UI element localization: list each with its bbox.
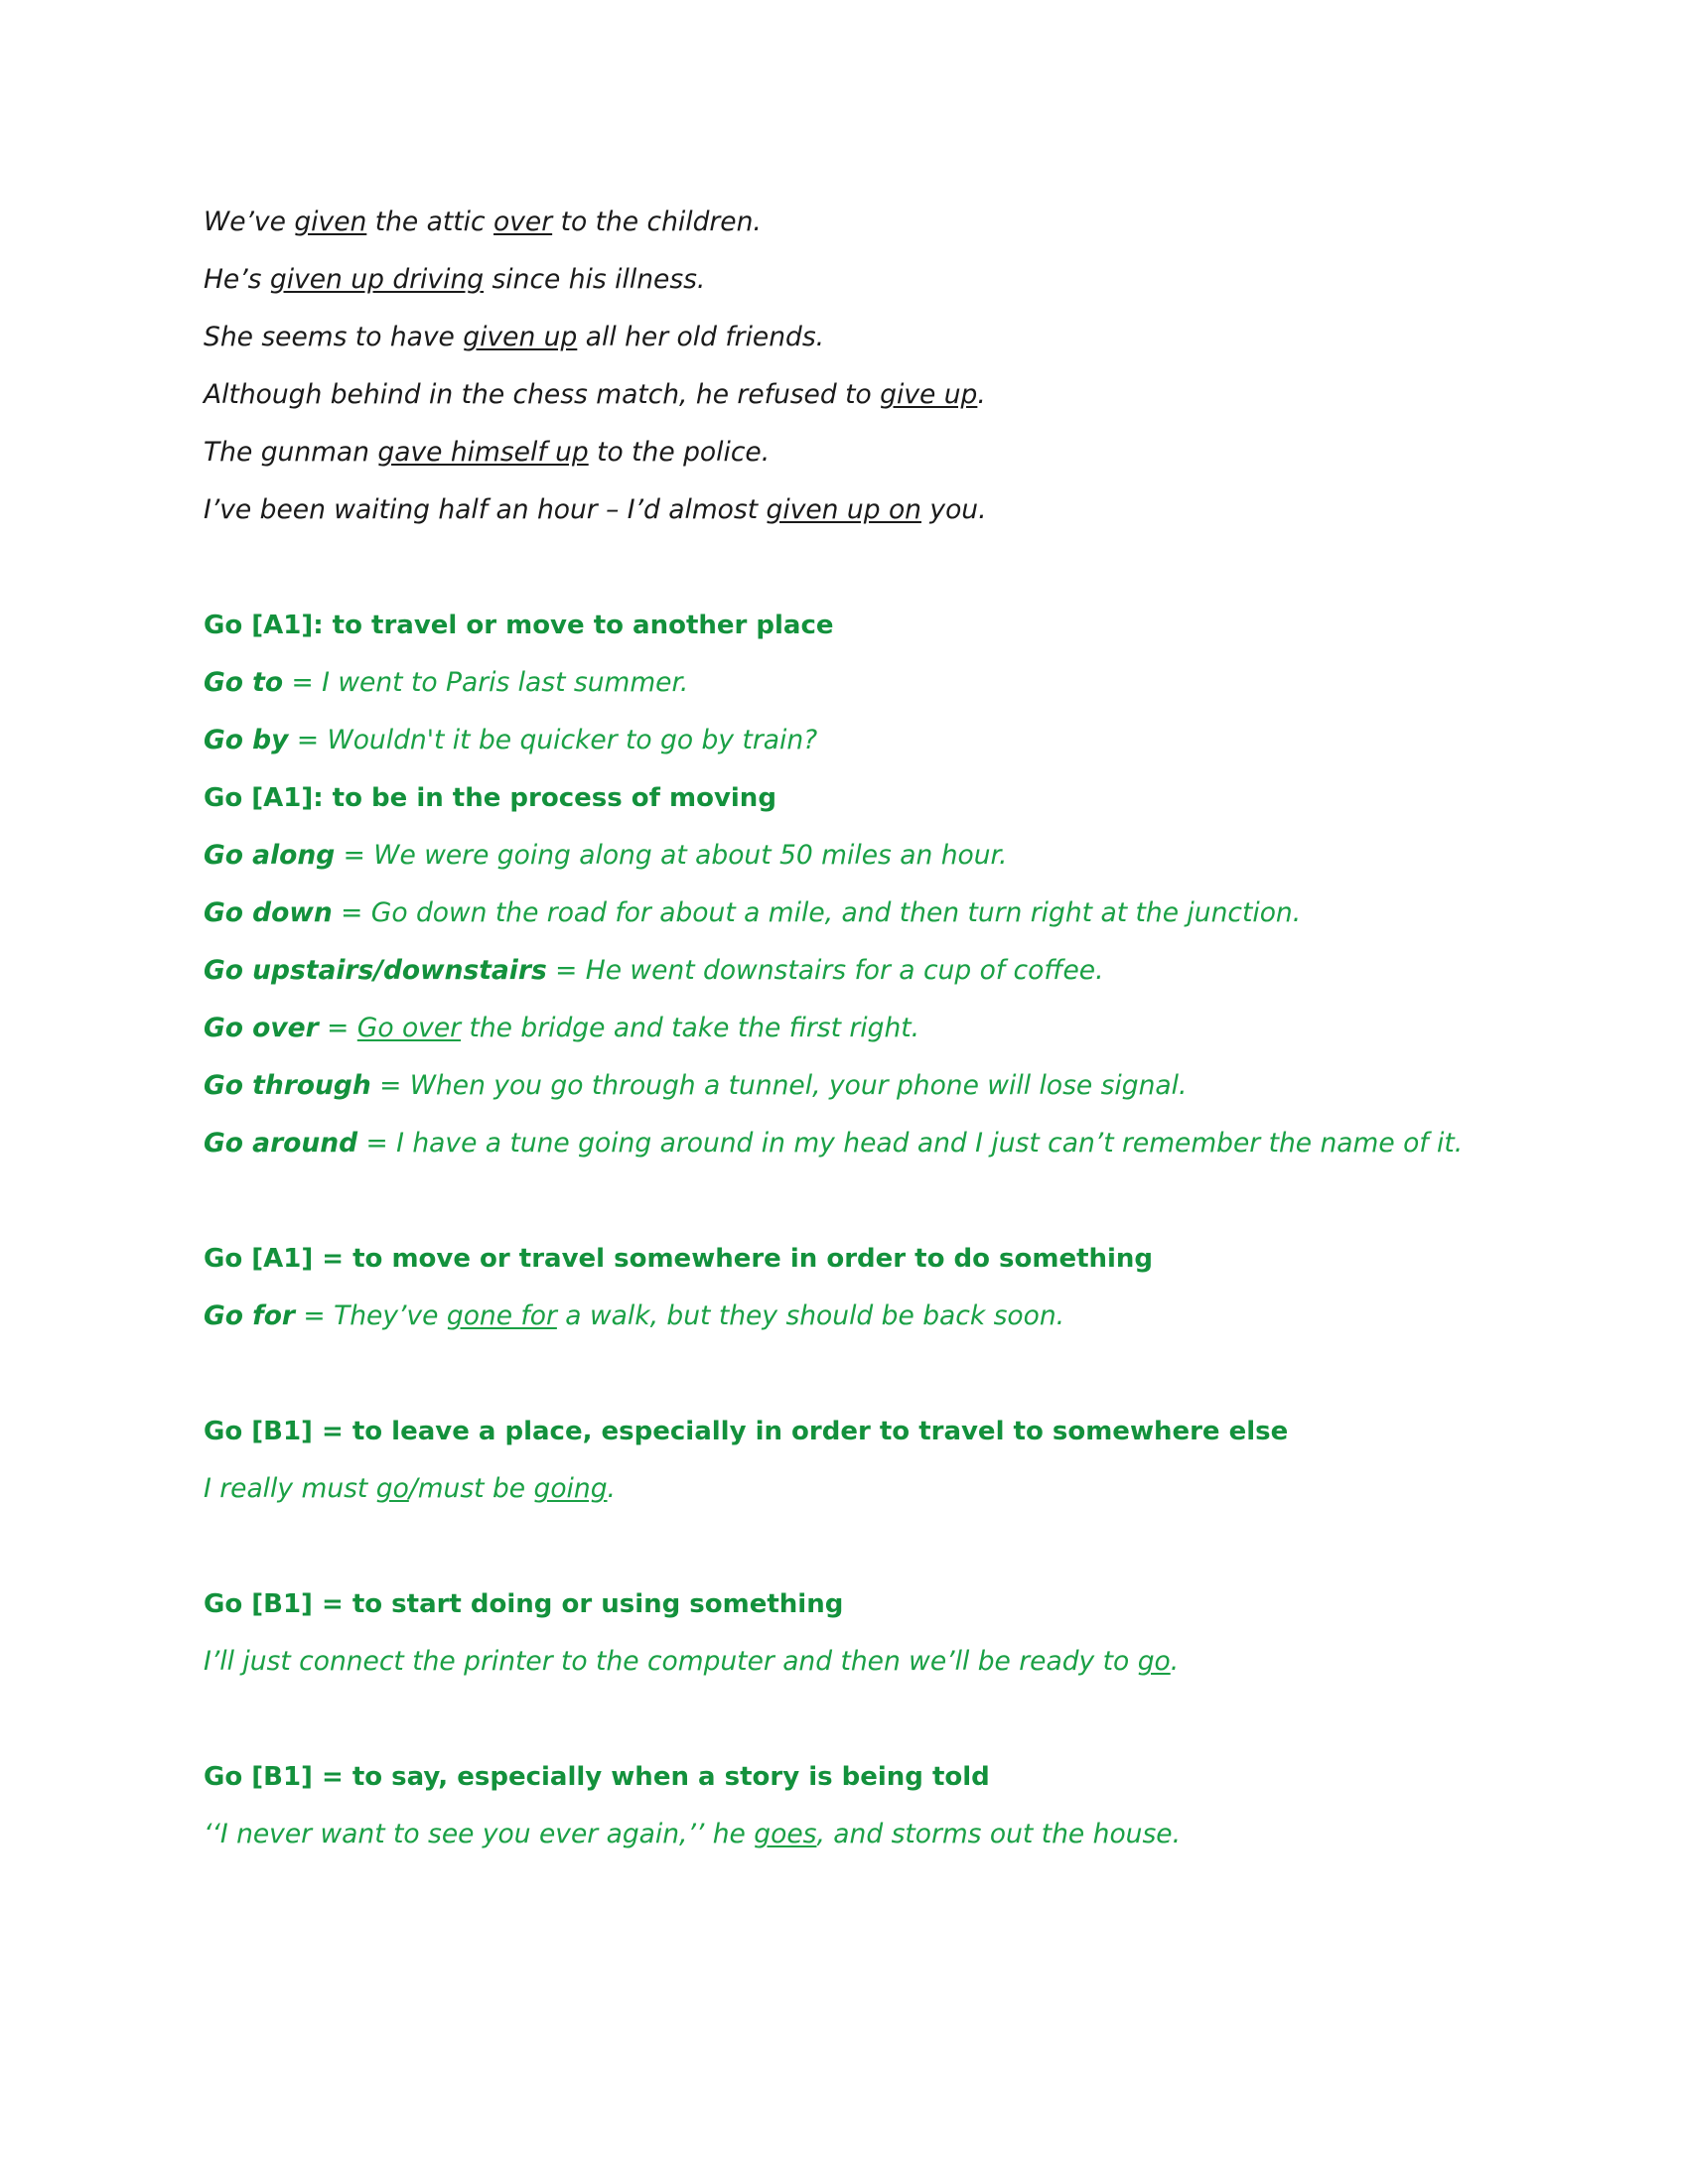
equals-sign: = — [318, 1013, 357, 1043]
entry-example: the bridge and take the first right. — [461, 1013, 920, 1043]
section-heading: Go [B1] = to leave a place, especially in order to travel to somewhere else — [204, 1417, 1289, 1446]
entry-example: . — [607, 1473, 616, 1504]
spacer — [204, 1691, 1479, 1748]
sentence-part: to the police. — [588, 437, 771, 468]
equals-sign: = — [332, 897, 371, 928]
spacer — [204, 1345, 1479, 1403]
underlined-phrase: go — [375, 1473, 409, 1504]
entry-example: They’ve — [334, 1300, 447, 1331]
section-heading: Go [B1] = to start doing or using something — [204, 1589, 844, 1619]
entry-example: I really must — [204, 1473, 376, 1504]
entry-term: Go over — [204, 1013, 319, 1043]
sentence-part: . — [977, 379, 986, 410]
section-heading: Go [A1]: to be in the process of moving — [204, 783, 776, 813]
equals-sign: = — [295, 1300, 335, 1331]
equals-sign: = — [283, 667, 323, 698]
entry-example: . — [1170, 1646, 1180, 1677]
entry-example: Wouldn't it be quicker to go by train? — [327, 725, 818, 755]
entry-term: Go through — [204, 1070, 371, 1101]
spacer — [204, 1518, 1479, 1575]
entry-example: , and storms out the house. — [816, 1819, 1181, 1849]
equals-sign: = — [335, 840, 374, 871]
entry-example: a walk, but they should be back soon. — [556, 1300, 1065, 1331]
spacer — [204, 539, 1479, 597]
entry-term: Go along — [204, 840, 336, 871]
underlined-phrase: given up — [463, 322, 578, 352]
entry-example: I’ll just connect the printer to the computer and then we’ll be ready to — [204, 1646, 1138, 1677]
sentence-part: The gunman — [204, 437, 378, 468]
underlined-phrase: given up on — [766, 494, 921, 525]
entry-line — [204, 712, 1479, 769]
sentence-part: the attic — [366, 206, 494, 237]
underlined-phrase: going — [533, 1473, 608, 1504]
entry-example: We were going along at about 50 miles an hour. — [373, 840, 1008, 871]
entry-line — [204, 1288, 1479, 1345]
sentence-part: We’ve — [204, 206, 295, 237]
underlined-phrase: given — [294, 206, 367, 237]
equals-sign: = — [288, 725, 328, 755]
entry-example: I went to Paris last summer. — [322, 667, 689, 698]
sentence-part: all her old friends. — [577, 322, 825, 352]
section-heading: Go [A1]: to travel or move to another place — [204, 611, 834, 640]
entry-example: ‘‘I never want to see you ever again,’’ he — [204, 1819, 755, 1849]
example-sentence — [204, 366, 1479, 424]
entry-example: I have a tune going around in my head and I just can’t remember the name of it. — [396, 1128, 1464, 1159]
entry-example: Go down the road for about a mile, and then turn right at the junction. — [370, 897, 1302, 928]
entry-line — [204, 1633, 1479, 1691]
example-sentence — [204, 194, 1479, 251]
entry-term: Go down — [204, 897, 333, 928]
entry-line — [204, 1460, 1479, 1518]
entry-line — [204, 1000, 1479, 1057]
sentence-part: since his illness. — [484, 264, 706, 295]
entry-line — [204, 885, 1479, 942]
entry-line — [204, 1057, 1479, 1115]
equals-sign: = — [357, 1128, 397, 1159]
equals-sign: = — [546, 955, 586, 986]
entry-term: Go by — [204, 725, 289, 755]
example-sentence — [204, 424, 1479, 481]
entry-term: Go around — [204, 1128, 358, 1159]
entry-term: Go upstairs/downstairs — [204, 955, 547, 986]
sentence-part: you. — [920, 494, 987, 525]
entry-example: /must be — [408, 1473, 534, 1504]
example-sentence — [204, 251, 1479, 309]
underlined-phrase: give up — [880, 379, 978, 410]
sentence-part: I’ve been waiting half an hour – I’d almost — [204, 494, 767, 525]
entry-line — [204, 827, 1479, 885]
document-body — [204, 194, 1479, 1863]
equals-sign: = — [370, 1070, 410, 1101]
section-heading: Go [B1] = to say, especially when a story is being told — [204, 1762, 990, 1792]
spacer — [204, 1172, 1479, 1230]
section-heading: Go [A1] = to move or travel somewhere in order to do something — [204, 1244, 1154, 1274]
entry-term: Go for — [204, 1300, 295, 1331]
sentence-part: She seems to have — [204, 322, 464, 352]
sentence-part: to the children. — [552, 206, 762, 237]
entry-example: He went downstairs for a cup of coffee. — [585, 955, 1104, 986]
underlined-phrase: Go over — [356, 1013, 462, 1043]
underlined-phrase: goes — [754, 1819, 817, 1849]
sentence-part: Although behind in the chess match, he refused to — [204, 379, 881, 410]
entry-line — [204, 1806, 1479, 1863]
entry-line — [204, 654, 1479, 712]
underlined-phrase: gave himself up — [377, 437, 589, 468]
underlined-phrase: go — [1137, 1646, 1171, 1677]
example-sentence — [204, 309, 1479, 366]
underlined-phrase: over — [493, 206, 553, 237]
entry-example: When you go through a tunnel, your phone will lose signal. — [409, 1070, 1188, 1101]
underlined-phrase: given up driving — [269, 264, 485, 295]
example-sentence — [204, 481, 1479, 539]
entry-term: Go to — [204, 667, 284, 698]
sentence-part: He’s — [204, 264, 270, 295]
underlined-phrase: gone for — [446, 1300, 557, 1331]
entry-line — [204, 942, 1479, 1000]
entry-line — [204, 1115, 1479, 1172]
